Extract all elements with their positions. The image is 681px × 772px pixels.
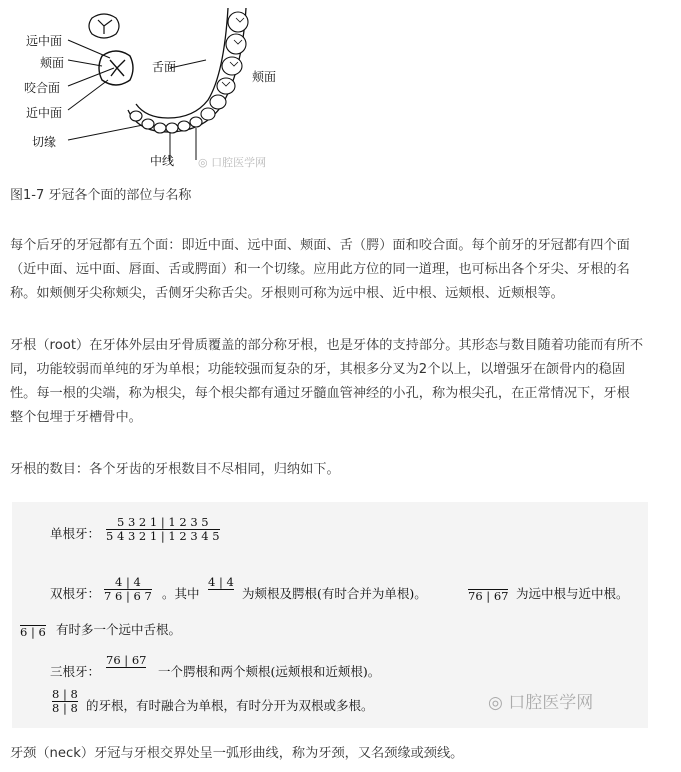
- watermark-logo-icon: ◎: [198, 156, 208, 169]
- label-buccal-left: 颊面: [40, 56, 65, 70]
- label-incisal: 切缘: [32, 135, 57, 149]
- triple-root-fraction: 76 | 67: [106, 654, 146, 681]
- double-root-text-2: 为远中根与近中根。: [516, 586, 629, 601]
- label-midline: 中线: [150, 154, 175, 168]
- text-line: 同，功能较弱而单纯的牙为单根；功能较强而复杂的牙，其根多分叉为2个以上，以增强牙在颌骨内的稳固: [10, 362, 626, 377]
- double-root-fraction: $\frac{4 | 4}{7 6 | 6 7}$: [104, 575, 152, 603]
- third-molar-text: 的牙根，有时融合为单根，有时分开为双根或多根。: [86, 698, 374, 713]
- label-buccal-right: 颊面: [252, 70, 277, 84]
- triple-root-text: 一个腭根和两个颊根(远颊根和近颊根)。: [158, 664, 381, 679]
- figure-caption: 图1-7 牙冠各个面的部位与名称: [10, 188, 192, 203]
- extra-root-fraction: 6 | 6: [20, 625, 46, 639]
- paragraph-root: [10, 334, 680, 430]
- label-lingual: 舌面: [152, 60, 177, 74]
- paragraph-root-count: 牙根的数目：各个牙齿的牙根数目不尽相同，归纳如下。: [10, 462, 340, 477]
- single-root-label: 单根牙：: [50, 526, 101, 541]
- label-distal: 远中面: [26, 34, 63, 48]
- paragraph-neck: 牙颈（neck）牙冠与牙根交界处呈一弧形曲线，称为牙颈，又名颈缘或颈线。: [10, 746, 464, 761]
- watermark-diagram: ◎ 口腔医学网: [198, 156, 267, 169]
- text-line: 每个后牙的牙冠都有五个面：即近中面、远中面、颊面、舌（腭）面和咬合面。每个前牙的牙冠都有四个面: [10, 238, 630, 253]
- root-count-formula-image: [12, 502, 648, 728]
- tooth-surface-diagram: [10, 0, 292, 178]
- text-line: （近中面、远中面、唇面、舌或腭面）和一个切缘。应用此方位的同一道理，也可标出各个牙尖、牙根的名: [10, 262, 630, 277]
- paragraph-crown-surfaces: [10, 234, 680, 306]
- watermark-formula: ◎ 口腔医学网: [488, 693, 594, 713]
- double-root-text-1: 为颊根及腭根(有时合并为单根)。: [242, 586, 427, 601]
- text-line: 称。如颊侧牙尖称颊尖，舌侧牙尖称舌尖。牙根则可称为远中根、近中根、远颊根、近颊根等。: [10, 286, 564, 301]
- single-root-fraction: $\frac{5 3 2 1 | 1 2 3 5}{5 4 3 2 1 | 1 2 3 4 5}$: [106, 515, 220, 543]
- double-root-fraction-2: 4 | 4: [208, 576, 234, 603]
- watermark-logo-icon: ◎: [488, 693, 503, 713]
- label-mesial: 近中面: [26, 106, 63, 120]
- third-molar-fraction: $\frac{8 | 8}{8 | 8}$: [52, 687, 78, 715]
- double-root-label: 双根牙：: [50, 586, 101, 601]
- triple-root-label: 三根牙：: [50, 664, 101, 679]
- text-line: 牙根（root）在牙体外层由牙骨质覆盖的部分称牙根，也是牙体的支持部分。其形态与数目随着功能而有所不: [10, 338, 644, 353]
- double-root-fraction-3: 76 | 67: [468, 589, 509, 603]
- text-line: 性。每一根的尖端，称为根尖，每个根尖都有通过牙髓血管神经的小孔，称为根尖孔，在正常情况下，牙根: [10, 386, 630, 401]
- label-occlusal: 咬合面: [24, 81, 61, 95]
- extra-root-text: 有时多一个远中舌根。: [56, 622, 182, 637]
- double-root-mid-text: 。其中: [162, 586, 200, 601]
- text-line: 整个包埋于牙槽骨中。: [10, 410, 142, 425]
